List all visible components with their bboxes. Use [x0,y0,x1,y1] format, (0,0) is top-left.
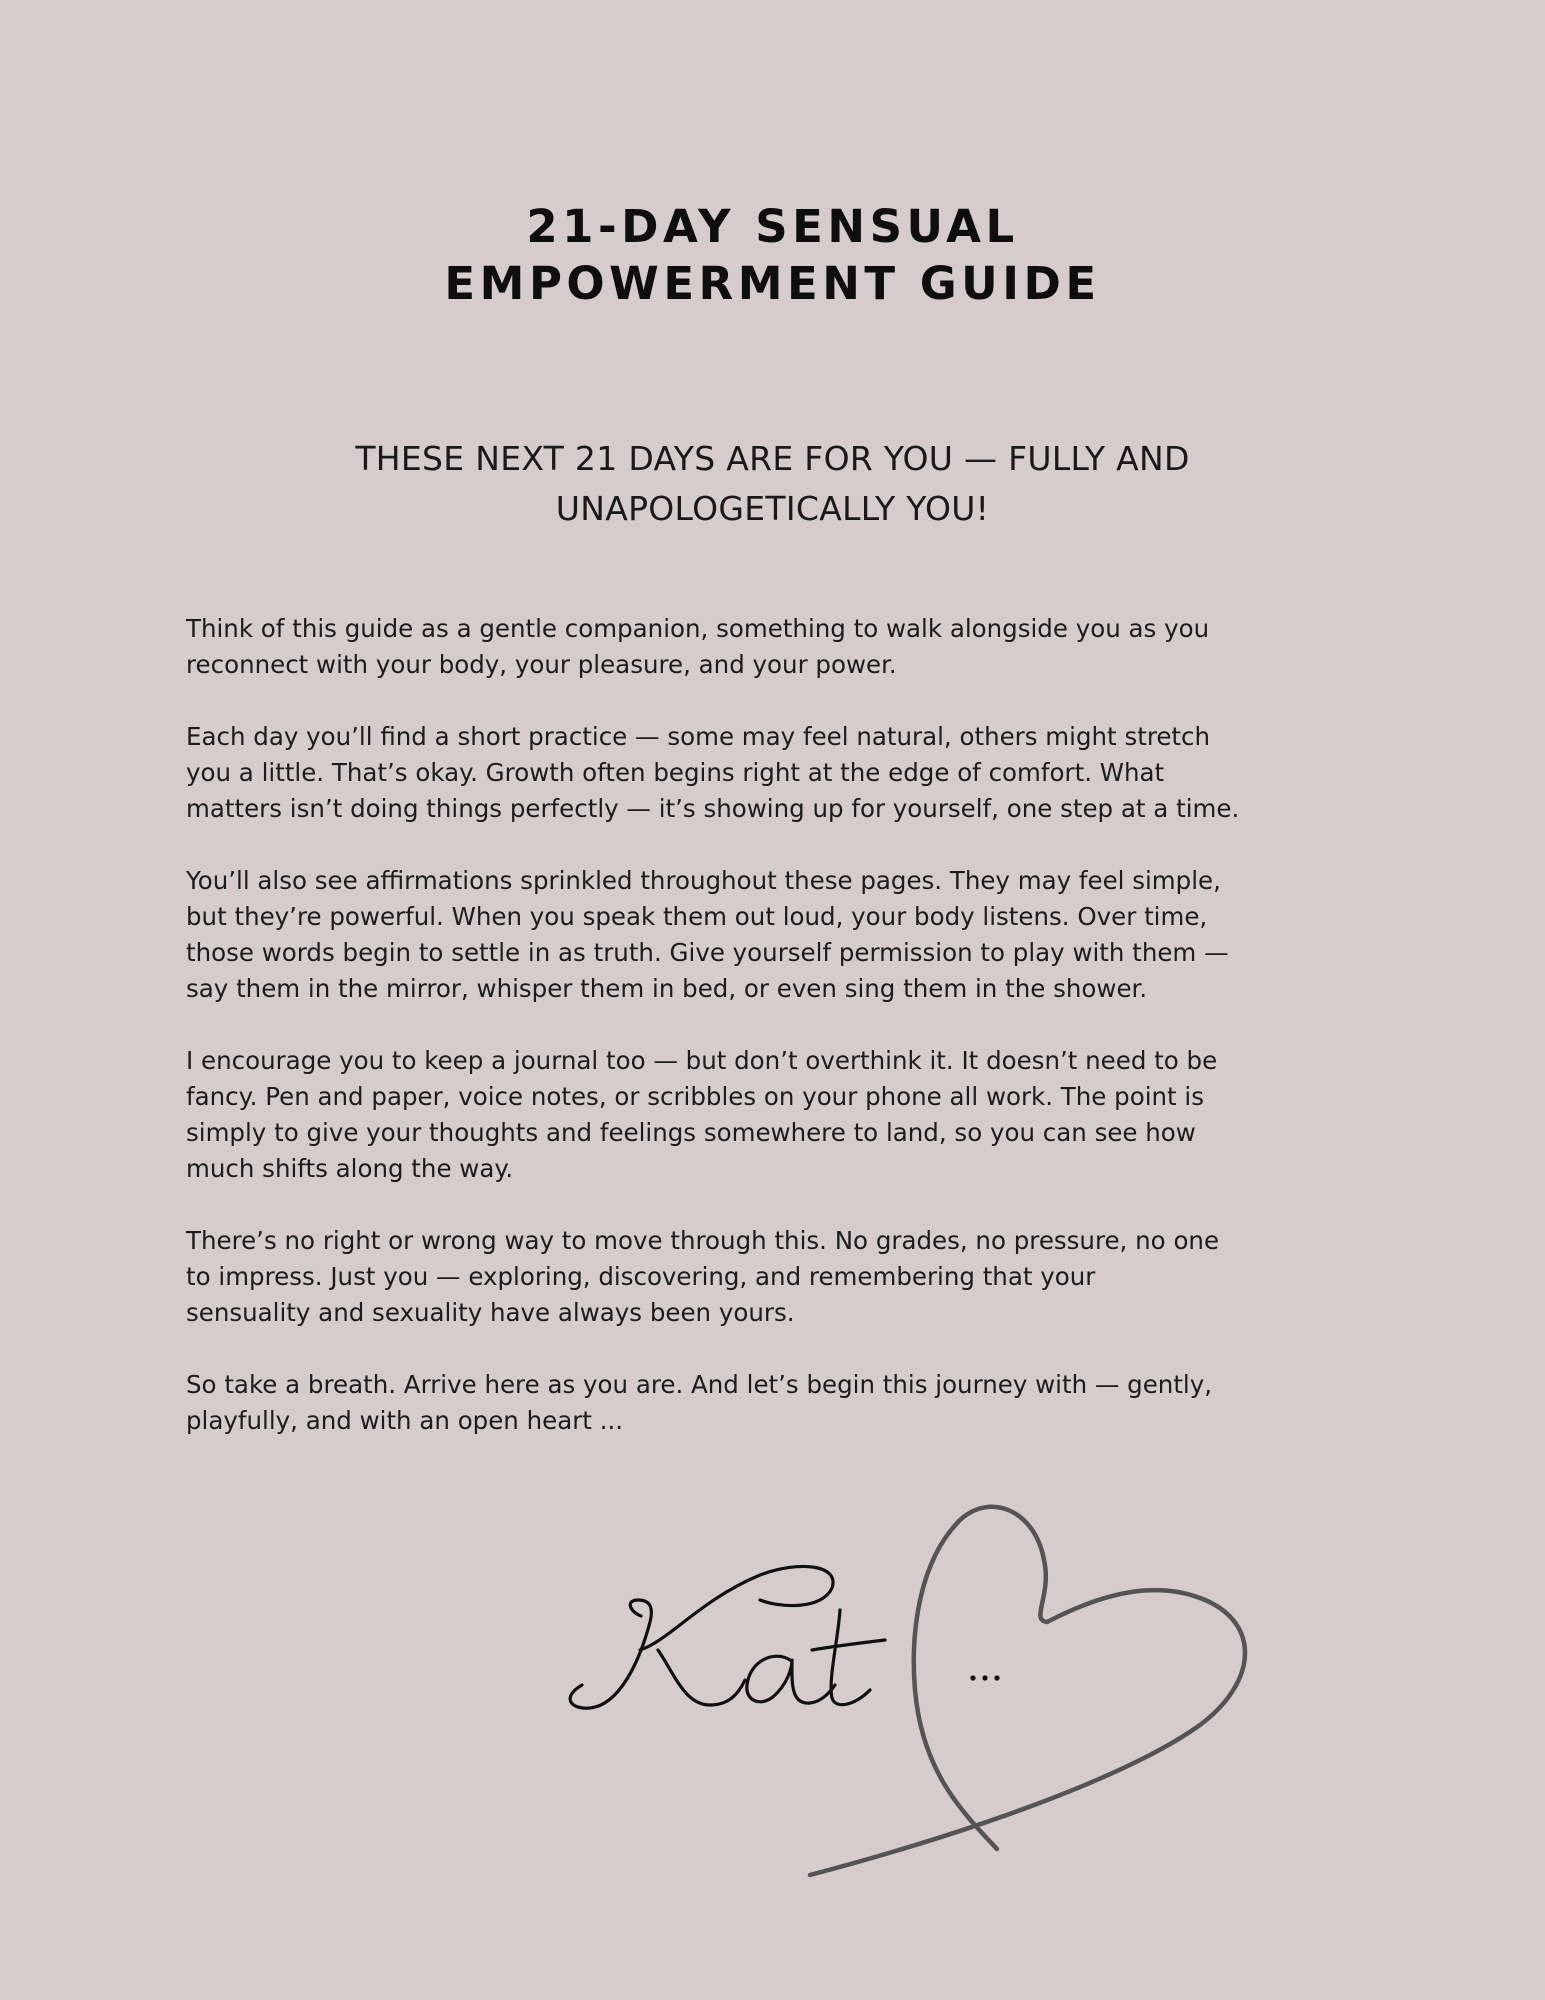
paragraph-line: Each day you’ll find a short practice — some may feel natural, others might stretch [186,722,1211,751]
paragraph-line: fancy. Pen and paper, voice notes, or scribbles on your phone all work. The point is [186,1082,1205,1111]
page-title [0,198,1545,312]
paragraph-3 [186,863,1376,1007]
paragraph-line: to impress. Just you — exploring, discovering, and remembering that your [186,1262,1096,1291]
body-text [186,611,1376,1475]
paragraph-line: So take a breath. Arrive here as you are. And let’s begin this journey with — gently, [186,1370,1213,1399]
title-line-1: 21-DAY SENSUAL [526,200,1019,253]
subtitle [0,434,1545,534]
paragraph-line: you a little. That’s okay. Growth often begins right at the edge of comfort. What [186,758,1165,787]
paragraph-line: I encourage you to keep a journal too — but don’t overthink it. It doesn’t need to be [186,1046,1218,1075]
paragraph-6 [186,1367,1376,1439]
heart-icon [810,1507,1245,1875]
subtitle-line-1: THESE NEXT 21 DAYS ARE FOR YOU — FULLY AND [355,439,1190,478]
subtitle-line-2: UNAPOLOGETICALLY YOU! [555,489,990,528]
paragraph-line: those words begin to settle in as truth. Give yourself permission to play with them — [186,938,1229,967]
paragraph-line: playfully, and with an open heart ... [186,1406,624,1435]
title-line-2: EMPOWERMENT GUIDE [444,257,1101,310]
signature-name [570,1566,885,1708]
paragraph-line: simply to give your thoughts and feelings somewhere to land, so you can see how [186,1118,1196,1147]
paragraph-1 [186,611,1376,683]
paragraph-4 [186,1043,1376,1187]
paragraph-line: Think of this guide as a gentle companion, something to walk alongside you as you [186,614,1210,643]
paragraph-line: but they’re powerful. When you speak them out loud, your body listens. Over time, [186,902,1208,931]
paragraph-line: sensuality and sexuality have always been yours. [186,1298,795,1327]
signature [560,1500,1300,1900]
paragraph-5 [186,1223,1376,1331]
paragraph-line: matters isn’t doing things perfectly — it’s showing up for yourself, one step at a time. [186,794,1240,823]
signature-dots [970,1675,999,1680]
paragraph-line: reconnect with your body, your pleasure, and your power. [186,650,897,679]
paragraph-2 [186,719,1376,827]
paragraph-line: There’s no right or wrong way to move through this. No grades, no pressure, no one [186,1226,1220,1255]
paragraph-line: much shifts along the way. [186,1154,514,1183]
paragraph-line: say them in the mirror, whisper them in bed, or even sing them in the shower. [186,974,1148,1003]
paragraph-line: You’ll also see affirmations sprinkled throughout these pages. They may feel simple, [186,866,1221,895]
